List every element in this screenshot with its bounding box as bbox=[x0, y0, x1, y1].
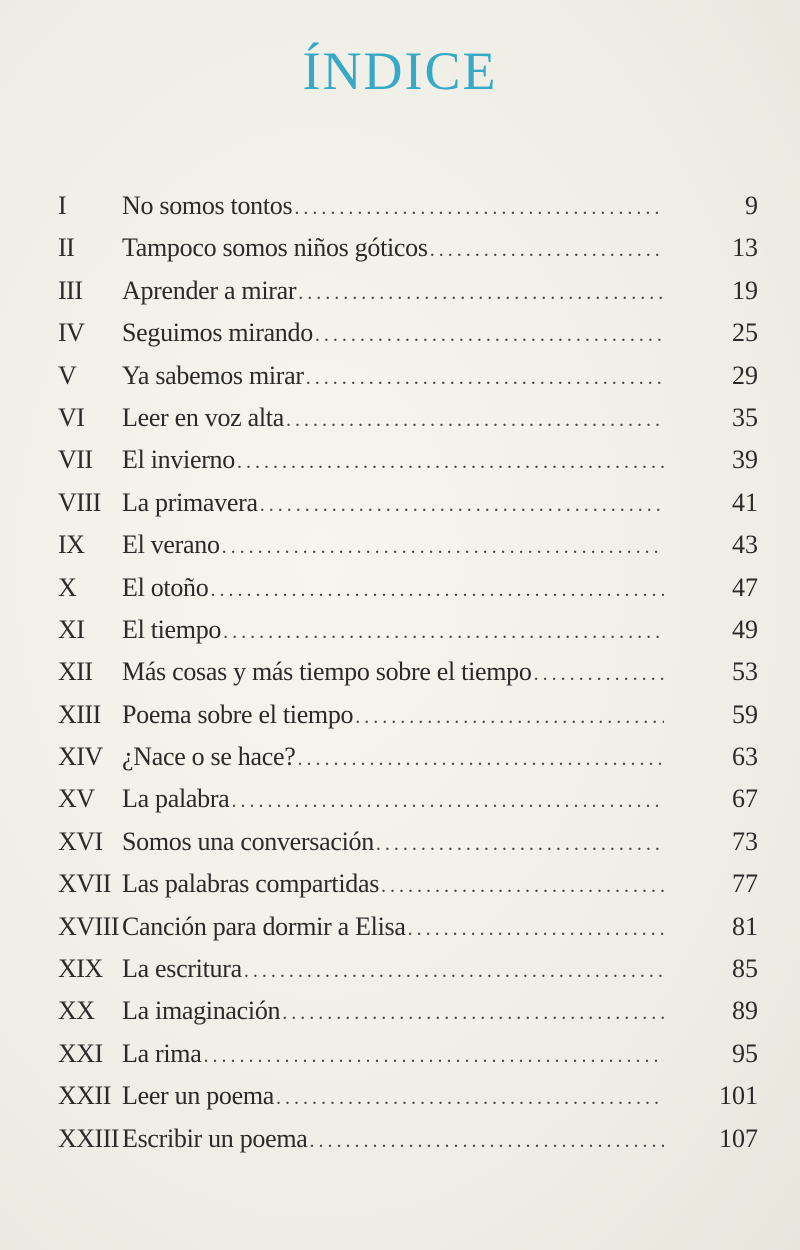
page-number: 25 bbox=[732, 318, 758, 348]
chapter-numeral: XII bbox=[58, 657, 93, 687]
page-number: 35 bbox=[732, 402, 758, 432]
dot-leader bbox=[381, 865, 664, 907]
dot-leader bbox=[297, 738, 664, 780]
chapter-title: La escritura bbox=[122, 954, 242, 984]
dot-leader bbox=[315, 314, 664, 356]
chapter-numeral: II bbox=[58, 233, 75, 263]
chapter-title: Somos una conversación bbox=[122, 826, 374, 856]
chapter-numeral: XVII bbox=[58, 869, 111, 899]
chapter-entry bbox=[122, 439, 698, 483]
chapter-entry bbox=[122, 355, 698, 399]
page-number: 47 bbox=[732, 572, 758, 602]
toc-entry bbox=[58, 355, 758, 397]
chapter-title: La primavera bbox=[122, 487, 258, 517]
page-number: 9 bbox=[745, 191, 758, 220]
page-number: 29 bbox=[732, 360, 758, 390]
chapter-title: Leer en voz alta bbox=[122, 402, 284, 432]
dot-leader bbox=[276, 1077, 664, 1119]
dot-leader bbox=[310, 1120, 664, 1162]
chapter-numeral: XXIII bbox=[58, 1123, 120, 1153]
chapter-numeral: XI bbox=[58, 614, 85, 644]
table-of-contents bbox=[58, 185, 758, 1160]
toc-entry bbox=[58, 524, 758, 566]
page-number: 63 bbox=[732, 742, 758, 772]
page-title: ÍNDICE bbox=[302, 41, 498, 101]
toc-entry bbox=[58, 397, 758, 439]
page-number: 107 bbox=[719, 1123, 758, 1153]
chapter-title: Escribir un poema bbox=[122, 1123, 308, 1153]
chapter-entry bbox=[122, 524, 698, 568]
toc-entry bbox=[58, 185, 758, 227]
toc-entry bbox=[58, 439, 758, 481]
toc-entry bbox=[58, 270, 758, 312]
chapter-entry bbox=[122, 906, 698, 950]
chapter-title: El tiempo bbox=[122, 614, 222, 644]
chapter-entry bbox=[122, 1075, 698, 1119]
chapter-title: La imaginación bbox=[122, 996, 281, 1026]
chapter-entry bbox=[122, 651, 698, 695]
dot-leader bbox=[298, 272, 664, 314]
chapter-numeral: XVI bbox=[58, 826, 103, 856]
page-number: 89 bbox=[732, 996, 758, 1026]
page-number: 19 bbox=[732, 275, 758, 305]
chapter-entry bbox=[122, 567, 698, 611]
chapter-entry bbox=[122, 270, 698, 314]
page-number: 77 bbox=[732, 869, 758, 899]
dot-leader bbox=[286, 399, 664, 441]
toc-entry bbox=[58, 1033, 758, 1075]
chapter-numeral: XXII bbox=[58, 1081, 111, 1111]
chapter-entry bbox=[122, 397, 698, 441]
chapter-entry bbox=[122, 1033, 698, 1077]
chapter-entry bbox=[122, 990, 698, 1034]
chapter-title: Ya sabemos mirar bbox=[122, 360, 304, 390]
toc-entry bbox=[58, 567, 758, 609]
toc-entry bbox=[58, 906, 758, 948]
dot-leader bbox=[294, 187, 664, 229]
chapter-title: El otoño bbox=[122, 572, 209, 602]
chapter-numeral: VI bbox=[58, 402, 85, 432]
toc-entry bbox=[58, 821, 758, 863]
chapter-entry bbox=[122, 227, 698, 271]
chapter-entry bbox=[122, 609, 698, 653]
chapter-entry bbox=[122, 185, 698, 229]
chapter-title: Aprender a mirar bbox=[122, 275, 297, 305]
chapter-title: Las palabras compartidas bbox=[122, 869, 380, 899]
chapter-numeral: XV bbox=[58, 784, 95, 814]
chapter-entry bbox=[122, 778, 698, 822]
toc-entry bbox=[58, 990, 758, 1032]
chapter-numeral: IX bbox=[58, 530, 85, 560]
chapter-title: ¿Nace o se hace? bbox=[122, 742, 296, 772]
chapter-numeral: XIV bbox=[58, 742, 103, 772]
chapter-entry bbox=[122, 821, 698, 865]
chapter-title: Tampoco somos niños góticos bbox=[122, 233, 428, 263]
page-number: 95 bbox=[732, 1038, 758, 1068]
dot-leader bbox=[534, 653, 664, 695]
chapter-entry bbox=[122, 694, 698, 738]
page-number: 13 bbox=[732, 233, 758, 263]
chapter-numeral: XX bbox=[58, 996, 95, 1026]
toc-entry bbox=[58, 778, 758, 820]
page-number: 41 bbox=[732, 487, 758, 517]
chapter-numeral: III bbox=[58, 275, 83, 305]
chapter-entry bbox=[122, 736, 698, 780]
page-number: 59 bbox=[732, 699, 758, 729]
chapter-numeral: XIX bbox=[58, 954, 103, 984]
chapter-title: Leer un poema bbox=[122, 1081, 275, 1111]
dot-leader bbox=[231, 780, 664, 822]
chapter-title: El invierno bbox=[122, 445, 235, 475]
page-number: 67 bbox=[732, 784, 758, 814]
chapter-entry bbox=[122, 948, 698, 992]
dot-leader bbox=[282, 992, 664, 1034]
toc-entry bbox=[58, 863, 758, 905]
chapter-numeral: IV bbox=[58, 318, 85, 348]
page-number: 53 bbox=[732, 657, 758, 687]
toc-entry bbox=[58, 694, 758, 736]
chapter-title: Poema sobre el tiempo bbox=[122, 699, 354, 729]
page-number: 49 bbox=[732, 614, 758, 644]
toc-entry bbox=[58, 227, 758, 269]
dot-leader bbox=[222, 526, 664, 568]
chapter-title: No somos tontos bbox=[122, 191, 293, 220]
toc-entry bbox=[58, 312, 758, 354]
toc-entry bbox=[58, 948, 758, 990]
page-number: 43 bbox=[732, 530, 758, 560]
page-number: 85 bbox=[732, 954, 758, 984]
dot-leader bbox=[376, 823, 664, 865]
page-number: 81 bbox=[732, 911, 758, 941]
dot-leader bbox=[203, 1035, 664, 1077]
chapter-title: Canción para dormir a Elisa bbox=[122, 911, 406, 941]
dot-leader bbox=[408, 908, 664, 950]
chapter-numeral: XVIII bbox=[58, 911, 120, 941]
dot-leader bbox=[260, 484, 664, 526]
dot-leader bbox=[210, 569, 664, 611]
chapter-numeral: I bbox=[58, 191, 67, 220]
chapter-numeral: X bbox=[58, 572, 77, 602]
chapter-title: La palabra bbox=[122, 784, 230, 814]
chapter-numeral: VII bbox=[58, 445, 93, 475]
dot-leader bbox=[237, 441, 664, 483]
page-number: 101 bbox=[719, 1081, 758, 1111]
toc-entry bbox=[58, 609, 758, 651]
chapter-numeral: V bbox=[58, 360, 77, 390]
dot-leader bbox=[355, 696, 664, 738]
chapter-entry bbox=[122, 482, 698, 526]
page-number: 39 bbox=[732, 445, 758, 475]
chapter-title: Más cosas y más tiempo sobre el tiempo bbox=[122, 657, 532, 687]
toc-entry bbox=[58, 651, 758, 693]
chapter-title: La rima bbox=[122, 1038, 202, 1068]
chapter-title: Seguimos mirando bbox=[122, 318, 313, 348]
dot-leader bbox=[223, 611, 664, 653]
dot-leader bbox=[244, 950, 664, 992]
toc-entry bbox=[58, 1118, 758, 1160]
chapter-numeral: XXI bbox=[58, 1038, 103, 1068]
chapter-entry bbox=[122, 863, 698, 907]
chapter-numeral: VIII bbox=[58, 487, 101, 517]
chapter-title: El verano bbox=[122, 530, 220, 560]
chapter-numeral: XIII bbox=[58, 699, 101, 729]
toc-entry bbox=[58, 736, 758, 778]
chapter-entry bbox=[122, 1118, 698, 1162]
toc-entry bbox=[58, 1075, 758, 1117]
dot-leader bbox=[430, 229, 664, 271]
page-number: 73 bbox=[732, 826, 758, 856]
dot-leader bbox=[306, 357, 664, 399]
toc-entry bbox=[58, 482, 758, 524]
chapter-entry bbox=[122, 312, 698, 356]
